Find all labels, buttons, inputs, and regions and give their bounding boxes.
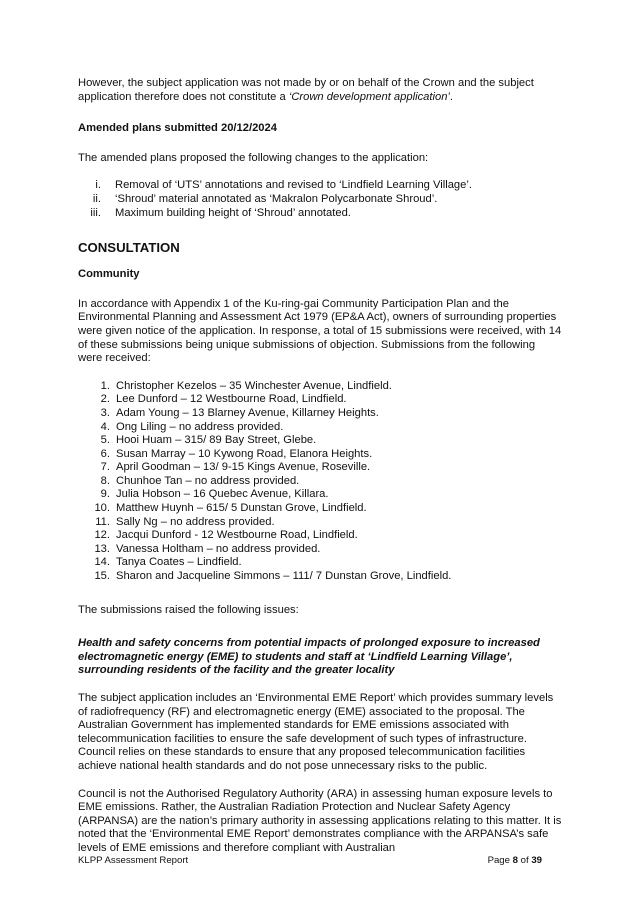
submitter-number: 7. xyxy=(100,461,110,474)
submitter-item xyxy=(78,448,562,462)
intro-period: . xyxy=(449,90,454,103)
amended-plans-heading: Amended plans submitted 20/12/2024 xyxy=(78,122,277,135)
community-subheading: Community xyxy=(78,268,140,281)
page-content xyxy=(78,77,562,856)
submitter-item xyxy=(78,516,562,530)
submitter-number: 6. xyxy=(100,447,110,460)
submitter-number: 12. xyxy=(94,529,110,542)
submitter-number: 5. xyxy=(100,434,110,447)
issue-paragraph-2: Council is not the Authorised Regulatory Authority (ARA) in assessing human exposure levels to EME emissions. Rather, the Australian Radiation Protection and Nuclear Safety Agency (ARPANSA) are the nation’s primary authority in assessing applications relating to this matter. It is noted that the ‘Environmental EME Report’ demonstrates compliance with the ARPANSA’s safe levels of EME emissions and therefore compliant with Australian xyxy=(78,787,562,854)
issues-intro: The submissions raised the following issues: xyxy=(78,603,299,616)
intro-paragraph xyxy=(78,77,562,104)
submitter-item xyxy=(78,393,562,407)
submitter-item xyxy=(78,556,562,570)
submitter-number: 4. xyxy=(100,420,110,433)
submitter-number: 2. xyxy=(100,393,110,406)
list-item: iii. Maximum building height of ‘Shroud’ annotated. xyxy=(90,206,351,219)
submitter-text: Christopher Kezelos – 35 Winchester Avenue, Lindfield. xyxy=(116,379,392,392)
submitter-number: 1. xyxy=(100,379,110,392)
submitter-text: Adam Young – 13 Blarney Avenue, Killarney Heights. xyxy=(116,406,379,419)
submitter-item xyxy=(78,502,562,516)
submitter-item xyxy=(78,570,562,584)
submitter-text: Jacqui Dunford - 12 Westbourne Road, Lindfield. xyxy=(116,529,358,542)
submitter-number: 8. xyxy=(100,474,110,487)
submitter-number: 10. xyxy=(94,502,110,515)
submitter-item xyxy=(78,407,562,421)
submitter-item xyxy=(78,421,562,435)
list-item: ii. ‘Shroud’ material annotated as ‘Makralon Polycarbonate Shroud’. xyxy=(92,192,438,205)
list-item: i. Removal of ‘UTS’ annotations and revised to ‘Lindfield Learning Village’. xyxy=(95,179,472,192)
submitter-text: Vanessa Holtham – no address provided. xyxy=(116,542,321,555)
consultation-paragraph: In accordance with Appendix 1 of the Ku-ring-gai Community Participation Plan and the Environmental Planning and Assessment Act 1979 (EP&A Act), owners of surrounding properties were given notice of the application. In response, a total of 15 submissions were received, with 14 of these submissions being unique submissions of objection. Submissions from the following were received: xyxy=(78,297,562,365)
footer-report-title: KLPP Assessment Report xyxy=(78,855,189,866)
submitter-item xyxy=(78,543,562,557)
page-footer xyxy=(78,855,542,867)
submitter-number: 9. xyxy=(100,488,110,501)
submitter-number: 3. xyxy=(100,406,110,419)
submitter-text: Sharon and Jacqueline Simmons – 111/ 7 Dunstan Grove, Lindfield. xyxy=(116,570,452,583)
consultation-heading: CONSULTATION xyxy=(78,240,180,256)
submitter-item xyxy=(78,488,562,502)
submitter-text: Chunhoe Tan – no address provided. xyxy=(116,474,300,487)
intro-italic-term: ‘Crown development application’ xyxy=(288,90,450,103)
submitter-text: April Goodman – 13/ 9-15 Kings Avenue, Roseville. xyxy=(116,461,371,474)
submitter-text: Julia Hobson – 16 Quebec Avenue, Killara. xyxy=(116,488,329,501)
submitter-text: Susan Marray – 10 Kywong Road, Elanora Heights. xyxy=(116,447,373,460)
submitter-number: 11. xyxy=(95,515,110,528)
submitter-text: Hooi Huam – 315/ 89 Bay Street, Glebe. xyxy=(116,434,317,447)
amended-plans-intro: The amended plans proposed the following changes to the application: xyxy=(78,151,429,164)
submitter-text: Ong Liling – no address provided. xyxy=(116,420,284,433)
issue-paragraph-1: The subject application includes an ‘Environmental EME Report’ which provides summary levels of radiofrequency (RF) and electromagnetic energy (EME) associated to the proposal. The Australian Government has implemented standards for EME emissions associated with telecommunication facilities to ensure the safe development of such types of infrastructure. Council relies on these standards to ensure that any proposed telecommunication facilities achieve national health standards and do not pose unnecessary risks to the public. xyxy=(78,692,554,772)
intro-text: However, the subject application was not made by or on behalf of the Crown and the subject application therefore does not constitute a xyxy=(78,77,534,103)
amended-changes-list xyxy=(78,179,562,220)
issue-heading: Health and safety concerns from potential impacts of prolonged exposure to increased electromagnetic energy (EME) to students and staff at ‘Lindfield Learning Village’, surrounding residents of the facility and the greater locality xyxy=(78,637,540,677)
submitter-item xyxy=(78,529,562,543)
submitter-text: Tanya Coates – Lindfield. xyxy=(116,556,242,569)
submitter-number: 14. xyxy=(94,556,110,569)
submitter-text: Sally Ng – no address provided. xyxy=(116,515,275,528)
submitter-item xyxy=(78,434,562,448)
submitters-list xyxy=(78,380,562,584)
submitter-text: Lee Dunford – 12 Westbourne Road, Lindfield. xyxy=(116,393,347,406)
submitter-item xyxy=(78,475,562,489)
submitter-text: Matthew Huynh – 615/ 5 Dunstan Grove, Lindfield. xyxy=(116,502,367,515)
submitter-number: 13. xyxy=(94,542,110,555)
submitter-item xyxy=(78,380,562,394)
submitter-number: 15. xyxy=(94,570,110,583)
submitter-item xyxy=(78,461,562,475)
footer-page-number: Page 8 of 39 xyxy=(487,855,542,866)
